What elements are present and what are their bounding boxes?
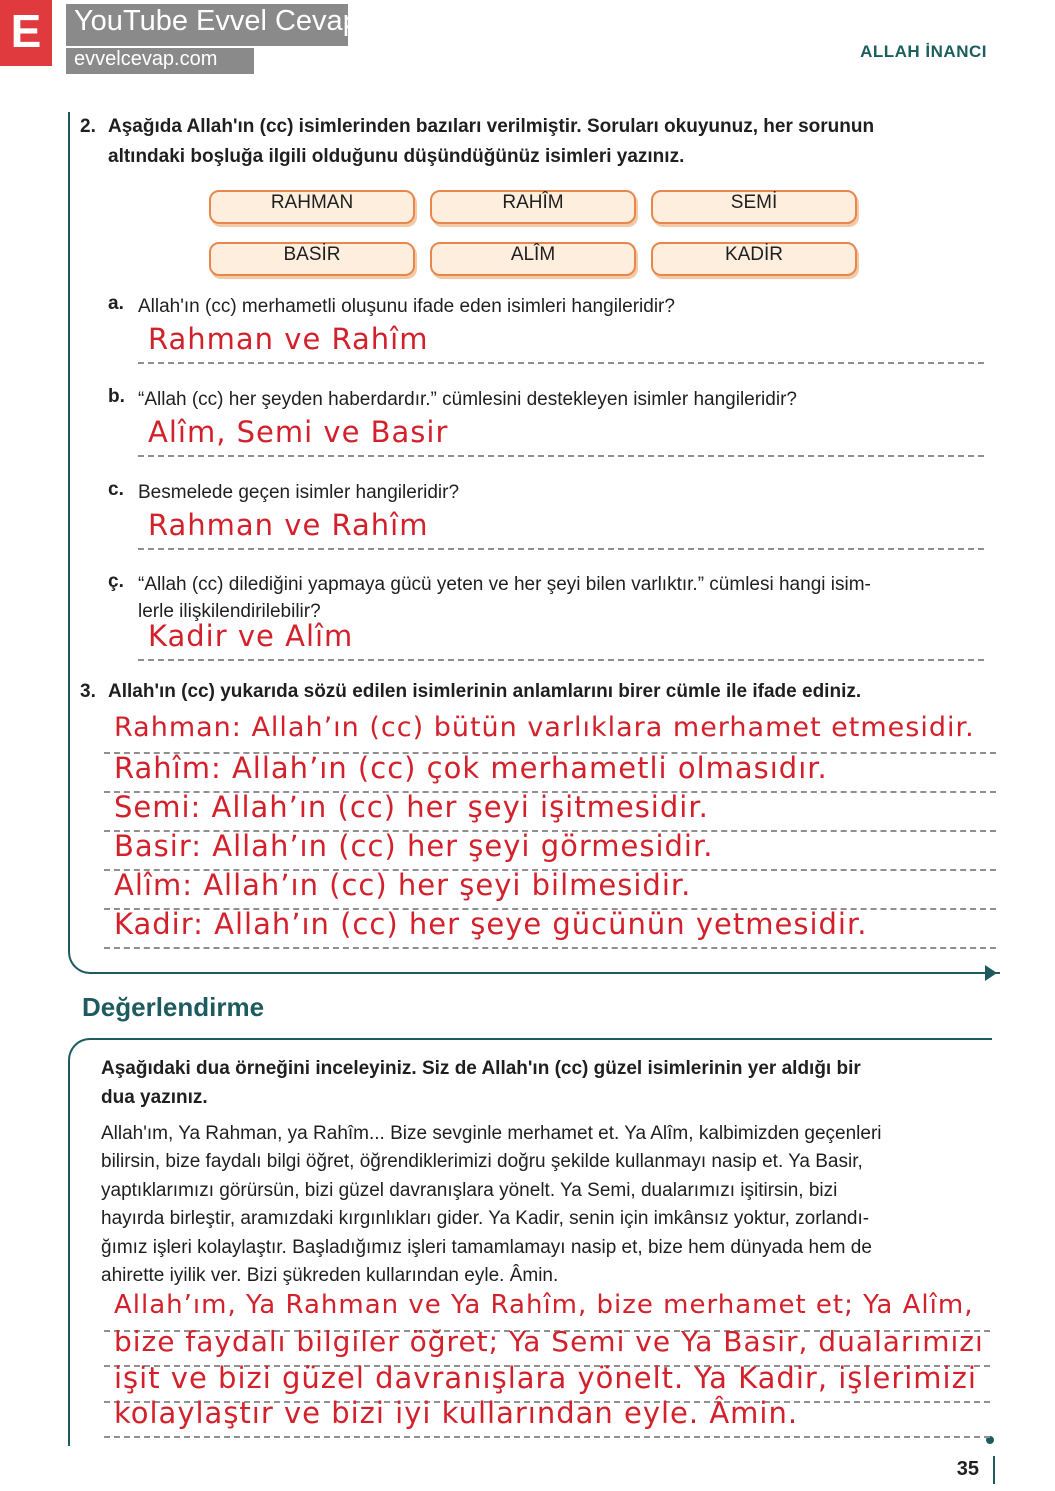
example-line: hayırda birleştir, aramızdaki kırgınlıkları gider. Ya Kadir, senin için imkânsız yoktur, zorlandı- <box>101 1208 870 1229</box>
answer-line <box>104 790 996 832</box>
instruction-line: dua yazınız. <box>101 1087 208 1108</box>
unit-title: ALLAH İNANCI <box>860 42 987 61</box>
answer-line <box>104 1396 990 1438</box>
brand-logo: E <box>0 0 52 66</box>
name-card: RAHMAN <box>209 190 415 224</box>
answer-line <box>104 829 996 871</box>
answer-line <box>138 619 984 661</box>
answer-line <box>104 907 996 949</box>
sub-question-letter: b. <box>108 386 125 407</box>
question-text-line: altındaki boşluğa ilgili olduğunu düşündüğünüz isimleri yazınız. <box>108 146 685 167</box>
example-line: ahirette iyilik ver. Bizi şükreden kullarından eyle. Âmin. <box>101 1265 559 1286</box>
question-text: Allah'ın (cc) yukarıda sözü edilen isimlerinin anlamlarını birer cümle ile ifade ediniz. <box>108 681 862 702</box>
page-number-bar <box>993 1456 995 1484</box>
handwritten-answer: Alîm: Allah’ın (cc) her şeyi bilmesidir. <box>114 868 692 902</box>
handwritten-answer: Kadir: Allah’ın (cc) her şeye gücünün yetmesidir. <box>114 907 868 941</box>
brand-name: YouTube Evvel Cevap <box>74 5 359 37</box>
question-number: 2. <box>80 116 96 137</box>
answer-line <box>104 712 996 754</box>
handwritten-answer: Rahman ve Rahîm <box>148 508 429 542</box>
answer-line <box>104 751 996 793</box>
sub-question-text: Allah'ın (cc) merhametli oluşunu ifade eden isimleri hangileridir? <box>138 296 675 317</box>
handwritten-answer: kolaylaştır ve bizi iyi kullarından eyle. Âmin. <box>114 1396 799 1430</box>
instruction-line: Aşağıdaki dua örneğini inceleyiniz. Siz de Allah'ın (cc) güzel isimlerinin yer aldığı bir <box>101 1058 861 1079</box>
answer-line <box>138 322 984 364</box>
name-card: SEMİ <box>651 190 857 224</box>
name-card: RAHÎM <box>430 190 636 224</box>
handwritten-answer: Rahîm: Allah’ın (cc) çok merhametli olmasıdır. <box>114 751 828 785</box>
sub-question-letter: ç. <box>108 571 124 592</box>
sub-question-letter: c. <box>108 479 124 500</box>
sub-question-text: lerle ilişkilendirilebilir? <box>138 601 321 622</box>
handwritten-answer: Alîm, Semi ve Basir <box>148 415 449 449</box>
sub-question-letter: a. <box>108 293 124 314</box>
question-number: 3. <box>80 681 96 702</box>
name-card: KADİR <box>651 242 857 276</box>
frame-arrow-icon <box>985 965 997 981</box>
example-line: bilirsin, bize faydalı bilgi öğret, öğrendiklerimizi doğru şekilde kullanmayı nasip et. Ya Basir, <box>101 1151 863 1172</box>
handwritten-answer: bize faydalı bilgiler öğret; Ya Semi ve Ya Basir, dualarımızı <box>114 1325 984 1358</box>
site-url: evvelcevap.com <box>74 48 218 70</box>
handwritten-answer: Allah’ım, Ya Rahman ve Ya Rahîm, bize merhamet et; Ya Alîm, <box>114 1290 974 1320</box>
answer-line <box>138 508 984 550</box>
page-number: 35 <box>956 1458 979 1480</box>
handwritten-answer: Semi: Allah’ın (cc) her şeyi işitmesidir. <box>114 790 709 824</box>
sub-question-text: Besmelede geçen isimler hangileridir? <box>138 482 460 503</box>
example-line: ğımız işleri kolaylaştır. Başladığımız işleri tamamlamayı nasip et, bize hem dünyada hem de <box>101 1237 872 1258</box>
sub-question-text: “Allah (cc) her şeyden haberdardır.” cümlesini destekleyen isimler hangileridir? <box>138 389 797 410</box>
answer-line <box>138 415 984 457</box>
example-line: yaptıklarımızı görürsün, bizi güzel davranışlara yönelt. Ya Semi, dualarımızı işitirsin, bizi <box>101 1180 838 1201</box>
example-line: Allah'ım, Ya Rahman, ya Rahîm... Bize sevginle merhamet et. Ya Alîm, kalbimizden geçenleri <box>101 1123 882 1144</box>
handwritten-answer: Rahman: Allah’ın (cc) bütün varlıklara merhamet etmesidir. <box>114 712 975 743</box>
question-text-line: Aşağıda Allah'ın (cc) isimlerinden bazıları verilmiştir. Soruları okuyunuz, her sorunun <box>108 116 875 137</box>
handwritten-answer: Kadir ve Alîm <box>148 619 354 653</box>
handwritten-answer: Basir: Allah’ın (cc) her şeyi görmesidir. <box>114 829 714 863</box>
handwritten-answer: işit ve bizi güzel davranışlara yönelt. Ya Kadir, işlerimizi <box>114 1361 977 1395</box>
name-card: ALÎM <box>430 242 636 276</box>
sub-question-text: “Allah (cc) dilediğini yapmaya gücü yeten ve her şeyi bilen varlıktır.” cümlesi hangi isim- <box>138 574 871 595</box>
answer-line <box>104 868 996 910</box>
section-title: Değerlendirme <box>82 992 265 1022</box>
handwritten-answer: Rahman ve Rahîm <box>148 322 429 356</box>
name-card: BASİR <box>209 242 415 276</box>
